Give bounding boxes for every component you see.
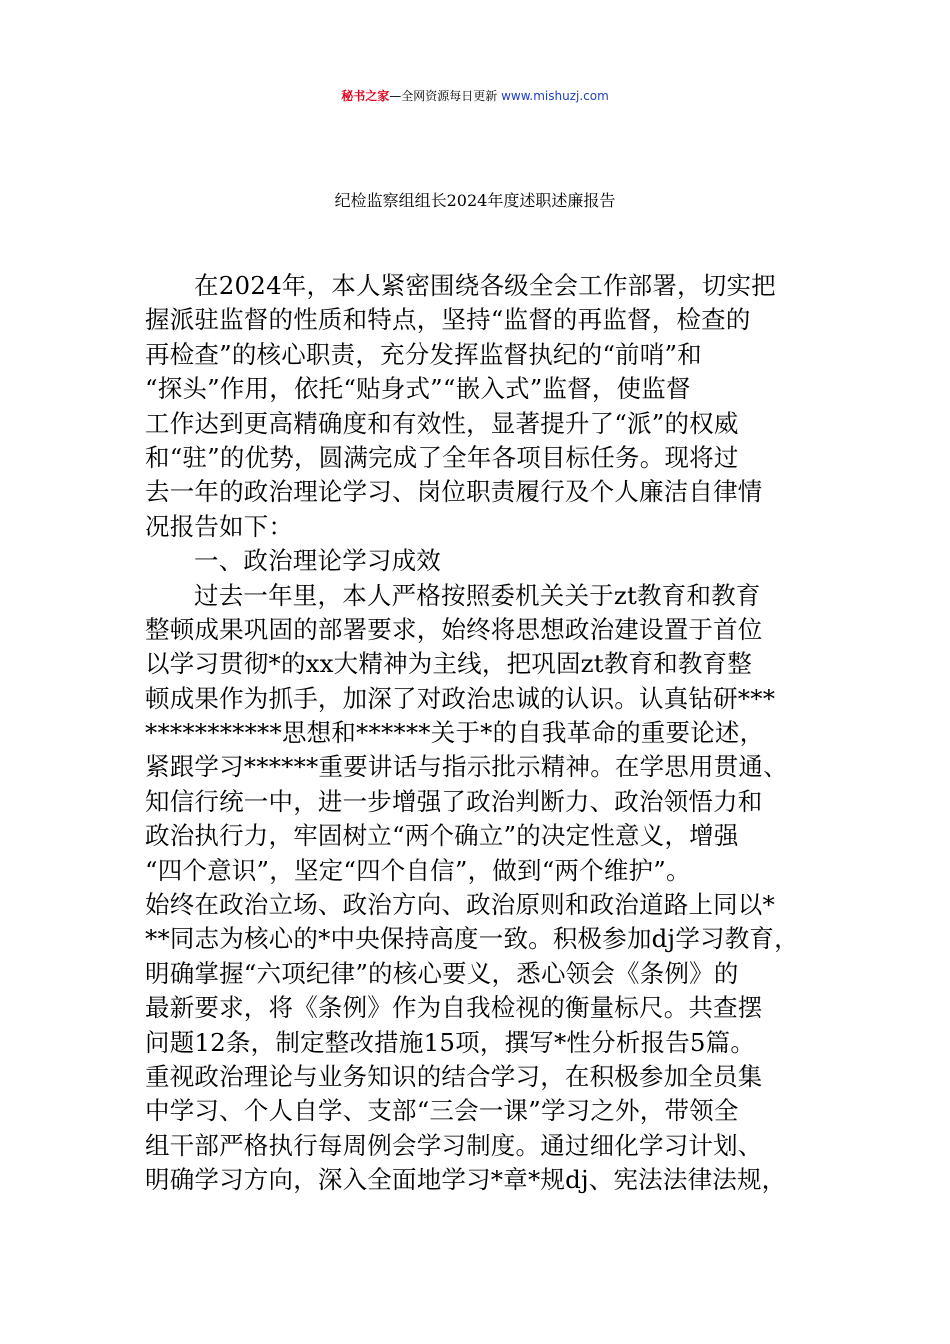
text-line: 组干部严格执行每周例会学习制度。通过细化学习计划、	[145, 1130, 763, 1160]
text-line: 一、政治理论学习成效	[194, 546, 441, 576]
text-line: 整顿成果巩固的部署要求，始终将思想政治建设置于首位	[145, 614, 763, 644]
site-header	[0, 78, 950, 114]
site-url-link[interactable]: www.mishuzj.com	[501, 89, 609, 103]
text-line: 始终在政治立场、政治方向、政治原则和政治道路上同以*	[145, 890, 775, 920]
text-line: 最新要求，将《条例》作为自我检视的衡量标尺。共查摆	[145, 993, 763, 1023]
text-line: 去一年的政治理论学习、岗位职责履行及个人廉洁自律情	[145, 477, 763, 507]
text-line: 过去一年里，本人严格按照委机关关于zt教育和教育	[194, 580, 761, 610]
text-line: 中学习、个人自学、支部“三会一课”学习之外，带领全	[145, 1096, 739, 1126]
text-line: 况报告如下：	[145, 511, 294, 541]
text-line: 问题12条，制定整改措施15项，撰写*性分析报告5篇。	[145, 1027, 756, 1057]
document-body	[145, 269, 813, 1198]
text-line: 和“驻”的优势，圆满完成了全年各项目标任务。现将过	[145, 442, 739, 472]
text-line: 以学习贯彻*的xx大精神为主线，把巩固zt教育和教育整	[145, 649, 753, 679]
text-line: 再检查”的核心职责，充分发挥监督执纪的“前哨”和	[145, 339, 702, 369]
text-line: 在2024年，本人紧密围绕各级全会工作部署，切实把	[194, 271, 776, 300]
text-line: 重视政治理论与业务知识的结合学习，在积极参加全员集	[145, 1061, 763, 1091]
text-line: **同志为核心的*中央保持高度一致。积极参加dj学习教育，	[145, 924, 799, 954]
text-line: 知信行统一中，进一步增强了政治判断力、政治领悟力和	[145, 786, 763, 816]
text-line: 握派驻监督的性质和特点，坚持“监督的再监督，检查的	[145, 305, 751, 335]
text-line: 紧跟学习******重要讲话与指示批示精神。在学思用贯通、	[145, 752, 788, 782]
text-line: 明确学习方向，深入全面地学习*章*规dj、宪法法律法规，	[145, 1165, 787, 1195]
text-line: “探头”作用，依托“贴身式”“嵌入式”监督，使监督	[145, 374, 691, 404]
site-brand: 秘书之家	[341, 89, 390, 103]
text-line: 明确掌握“六项纪律”的核心要义，悉心领会《条例》的	[145, 958, 739, 988]
text-line: 工作达到更高精确度和有效性，显著提升了“派”的权威	[145, 408, 739, 438]
site-slogan: —全网资源每日更新	[389, 89, 502, 103]
text-line: 政治执行力，牢固树立“两个确立”的决定性意义，增强	[145, 821, 739, 851]
text-line: “四个意识”，坚定“四个自信”，做到“两个维护”。	[145, 855, 691, 885]
text-line: ***********思想和******关于*的自我革命的重要论述，	[145, 718, 765, 748]
document-title: 纪检监察组组长2024年度述职述廉报告	[334, 191, 616, 210]
text-line: 顿成果作为抓手，加深了对政治忠诚的认识。认真钻研***	[145, 683, 776, 713]
